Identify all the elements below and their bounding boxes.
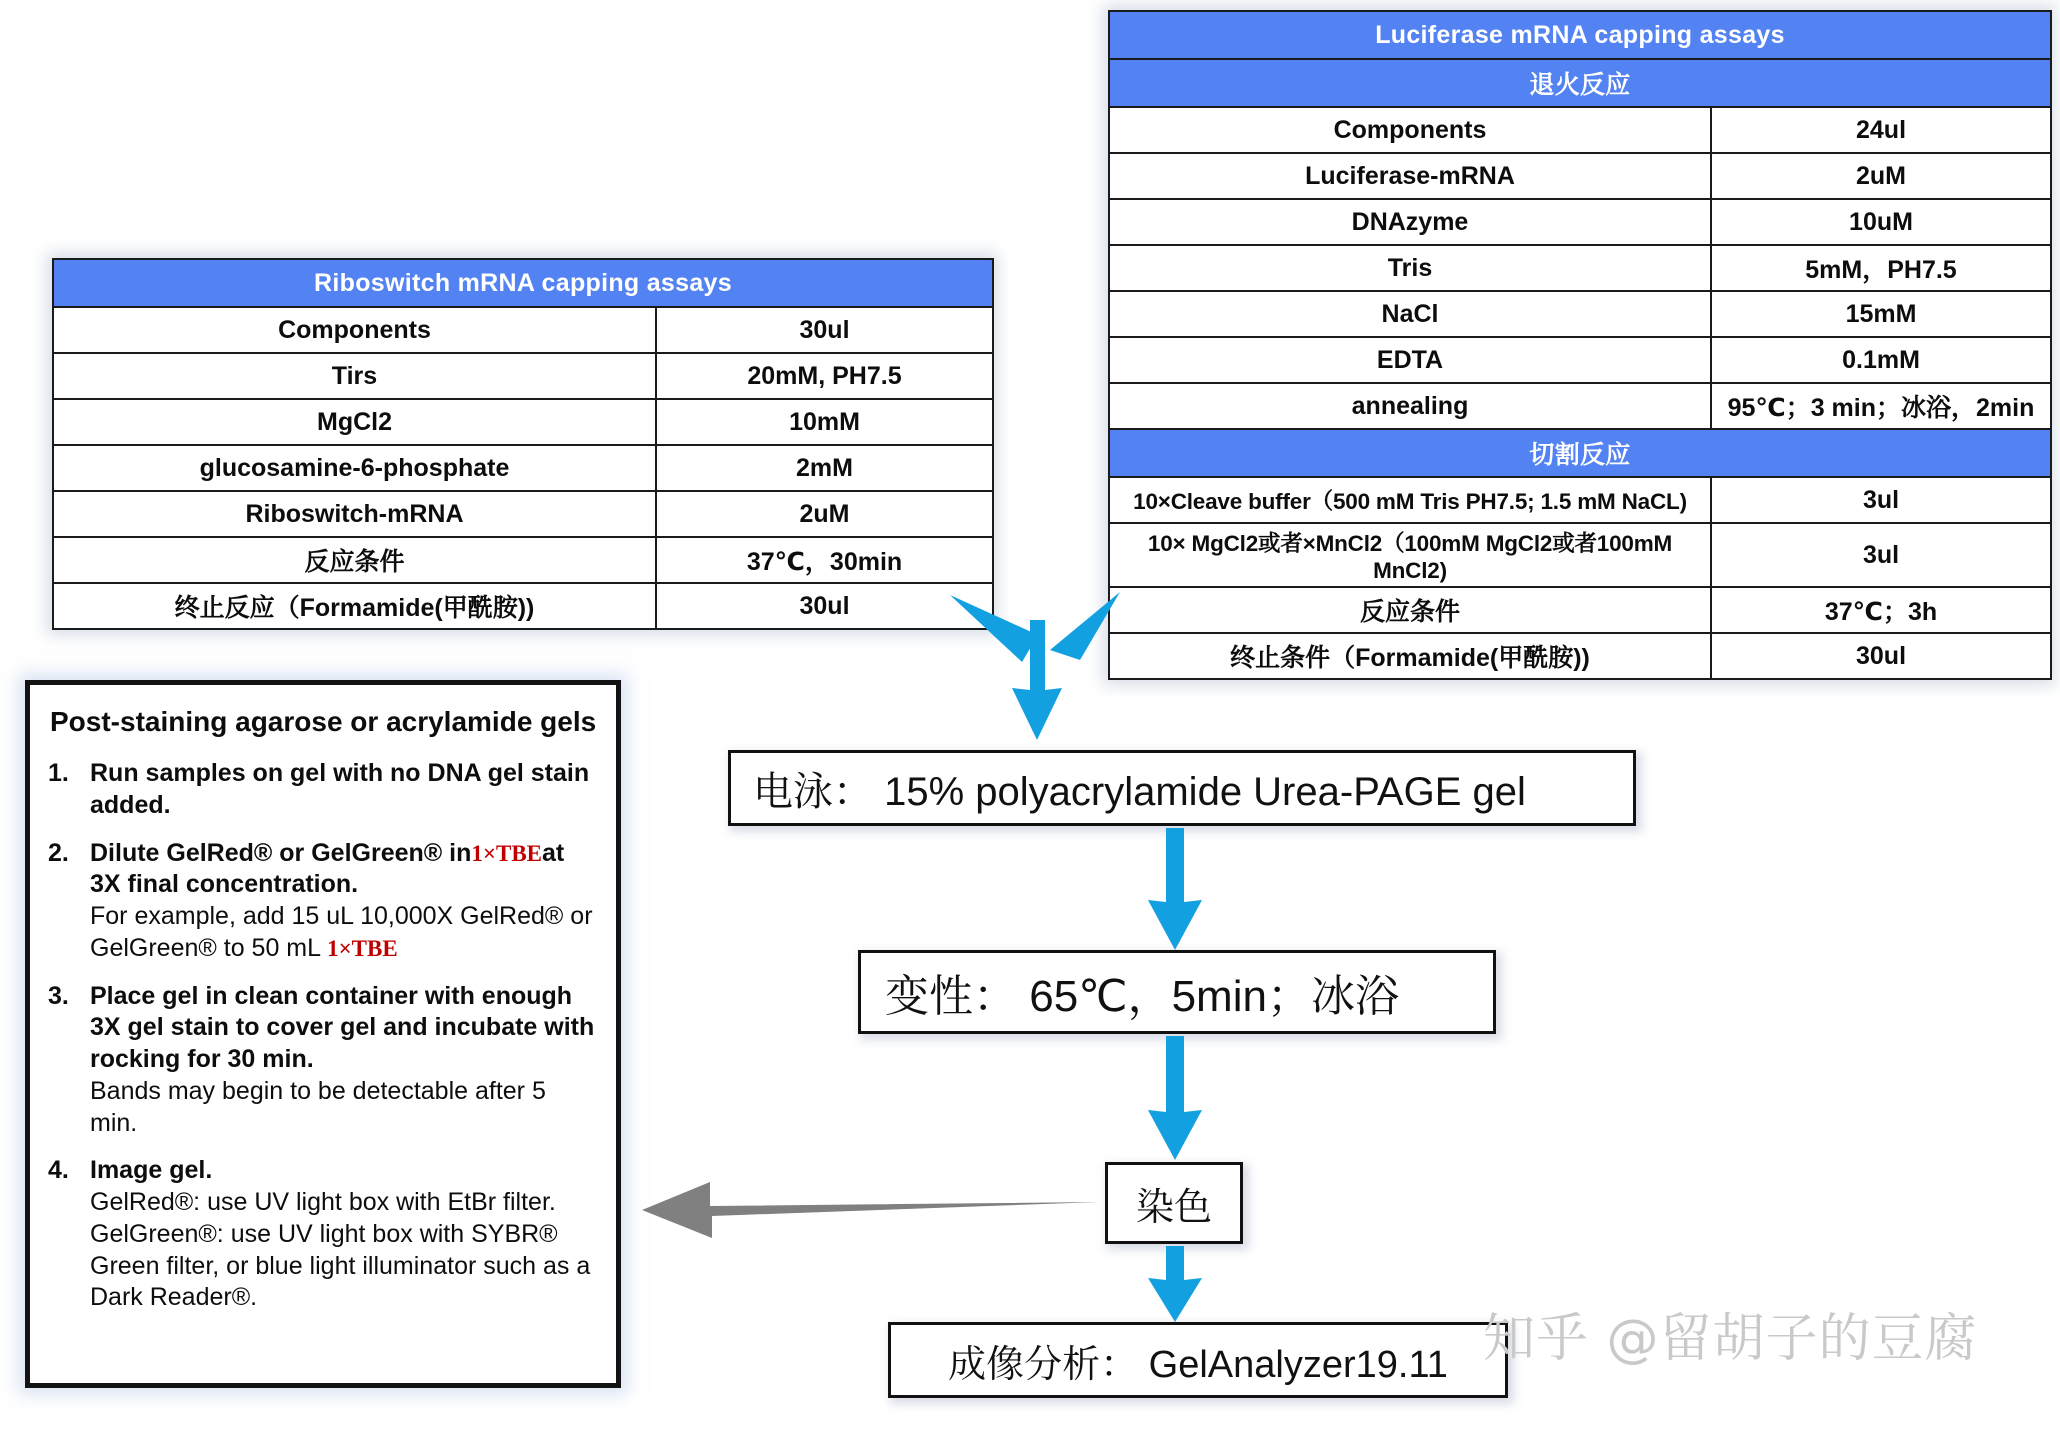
row-value: 20mM, PH7.5 <box>656 353 993 399</box>
row-label: Tris <box>1109 245 1711 291</box>
table-row <box>1109 383 2051 429</box>
post-staining-protocol-box <box>25 680 621 1388</box>
flow-step-electrophoresis-label: 电泳： 15% polyacrylamide Urea-PAGE gel <box>753 769 1526 814</box>
table-row <box>1109 291 2051 337</box>
table-header-row <box>53 259 993 307</box>
table-row <box>53 491 993 537</box>
luciferase-table-title: Luciferase mRNA capping assays <box>1109 11 2051 59</box>
row-value: 24ul <box>1711 107 2051 153</box>
row-label: Luciferase-mRNA <box>1109 153 1711 199</box>
list-item <box>48 838 598 965</box>
row-value: 3ul <box>1711 523 2051 587</box>
list-item-body <box>90 758 598 822</box>
row-label: Components <box>53 307 656 353</box>
tbe-accent-text: 1×TBE <box>471 840 543 866</box>
list-item-number: 4. <box>48 1156 69 1185</box>
list-item <box>48 981 598 1140</box>
flow-step-denature[interactable] <box>858 950 1496 1034</box>
list-item-note: GelRed®: use UV light box with EtBr filter. <box>90 1188 556 1217</box>
row-label: 终止条件（Formamide(甲酰胺)) <box>1109 633 1711 679</box>
watermark: 知乎 @留胡子的豆腐 <box>1483 1309 1978 1369</box>
list-item-note: Bands may begin to be detectable after 5 min. <box>90 1076 546 1137</box>
post-staining-title: Post-staining agarose or acrylamide gels <box>50 706 597 737</box>
flow-step-stain-label: 染色 <box>1135 1186 1212 1229</box>
table-row <box>1109 107 2051 153</box>
row-label: DNAzyme <box>1109 199 1711 245</box>
flow-step-electrophoresis[interactable] <box>728 750 1636 826</box>
tbe-accent-text: 1×TBE <box>327 935 398 961</box>
row-label: glucosamine-6-phosphate <box>53 445 656 491</box>
list-item-body <box>90 838 598 965</box>
arrowhead-to-left-table <box>950 595 1038 662</box>
flow-step-imaging-analysis-label: 成像分析： GelAnalyzer19.11 <box>948 1343 1448 1386</box>
row-label: Riboswitch-mRNA <box>53 491 656 537</box>
list-item-bold-text: Run samples on gel with no DNA gel stain added. <box>90 759 590 819</box>
row-label: Tirs <box>53 353 656 399</box>
list-item-note: GelGreen®: use UV light box with SYBR® Green filter, or blue light illuminator such as a Dark Reader®. <box>90 1219 591 1312</box>
table-row <box>1109 199 2051 245</box>
annealing-section-header: 退火反应 <box>1109 59 2051 107</box>
row-value: 2uM <box>656 491 993 537</box>
row-label: 10×Cleave buffer（500 mM Tris PH7.5; 1.5 mM NaCL) <box>1109 477 1711 523</box>
list-item-body <box>90 981 598 1140</box>
row-label: EDTA <box>1109 337 1711 383</box>
riboswitch-table-title: Riboswitch mRNA capping assays <box>53 259 993 307</box>
table-row <box>53 353 993 399</box>
converging-arrows-to-electrophoresis <box>930 580 1230 760</box>
table-row <box>1109 153 2051 199</box>
row-label: NaCl <box>1109 291 1711 337</box>
flow-step-stain[interactable] <box>1105 1162 1243 1244</box>
table-row <box>1109 477 2051 523</box>
list-item-number: 1. <box>48 759 69 788</box>
flow-step-denature-label: 变性： 65℃，5min；冰浴 <box>885 972 1399 1021</box>
row-value: 2uM <box>1711 153 2051 199</box>
list-item-bold-text: Image gel. <box>90 1156 213 1185</box>
table-section-row-cleave <box>1109 429 2051 477</box>
table-row <box>53 399 993 445</box>
table-row <box>1109 587 2051 633</box>
arrow-electrophoresis-to-denature <box>1140 828 1210 952</box>
row-label: Components <box>1109 107 1711 153</box>
riboswitch-assay-table <box>52 258 992 630</box>
list-item <box>48 1155 598 1314</box>
cleavage-section-header: 切割反应 <box>1109 429 2051 477</box>
table-section-row-anneal <box>1109 59 2051 107</box>
table-row <box>1109 337 2051 383</box>
list-item-bold-text: Place gel in clean container with enough 3X gel stain to cover gel and incubate with rocking for 30 min. <box>90 981 595 1074</box>
table-row <box>1109 523 2051 587</box>
row-value: 0.1mM <box>1711 337 2051 383</box>
list-item-bold-text-cont: at 3X final concentration. <box>90 838 565 899</box>
arrow-denature-to-stain <box>1140 1036 1210 1162</box>
table-row <box>53 537 993 583</box>
row-value: 5mM，PH7.5 <box>1711 245 2051 291</box>
list-item-note-text: For example, add 15 uL 10,000X GelRed® or GelGreen® to 50 mL <box>90 902 593 962</box>
row-label: annealing <box>1109 383 1711 429</box>
row-value: 30ul <box>656 307 993 353</box>
row-value: 15mM <box>1711 291 2051 337</box>
row-value: 3ul <box>1711 477 2051 523</box>
list-item-body <box>90 1155 598 1314</box>
table-header-row <box>1109 11 2051 59</box>
flow-step-imaging-analysis[interactable] <box>888 1322 1508 1398</box>
table-row <box>53 583 993 629</box>
row-value: 30ul <box>656 583 993 629</box>
row-value: 2mM <box>656 445 993 491</box>
arrow-stain-to-imaging <box>1140 1246 1210 1324</box>
arrow-stain-to-poststain-protocol <box>640 1170 1100 1242</box>
table-row <box>53 307 993 353</box>
row-value: 10mM <box>656 399 993 445</box>
row-value: 95℃；3 min；冰浴，2min <box>1711 383 2051 429</box>
luciferase-assay-table <box>1108 10 2050 680</box>
row-value: 37℃，30min <box>656 537 993 583</box>
table-row <box>53 445 993 491</box>
row-label: MgCl2 <box>53 399 656 445</box>
arrowhead-to-right-table <box>1050 592 1120 660</box>
list-item-note <box>90 901 598 965</box>
row-label: 终止反应（Formamide(甲酰胺)) <box>53 583 656 629</box>
list-item-bold-text: Dilute GelRed® or GelGreen® in <box>90 838 472 867</box>
row-value: 30ul <box>1711 633 2051 679</box>
list-item-number: 2. <box>48 838 69 867</box>
table-row <box>1109 633 2051 679</box>
list-item <box>48 758 598 822</box>
row-value: 37℃；3h <box>1711 587 2051 633</box>
table-row <box>1109 245 2051 291</box>
row-label: 反应条件 <box>53 537 656 583</box>
list-item-number: 3. <box>48 981 69 1010</box>
row-value: 10uM <box>1711 199 2051 245</box>
row-label: 反应条件 <box>1109 587 1711 633</box>
row-label: 10× MgCl2或者×MnCl2（100mM MgCl2或者100mM MnCl2) <box>1109 523 1711 587</box>
